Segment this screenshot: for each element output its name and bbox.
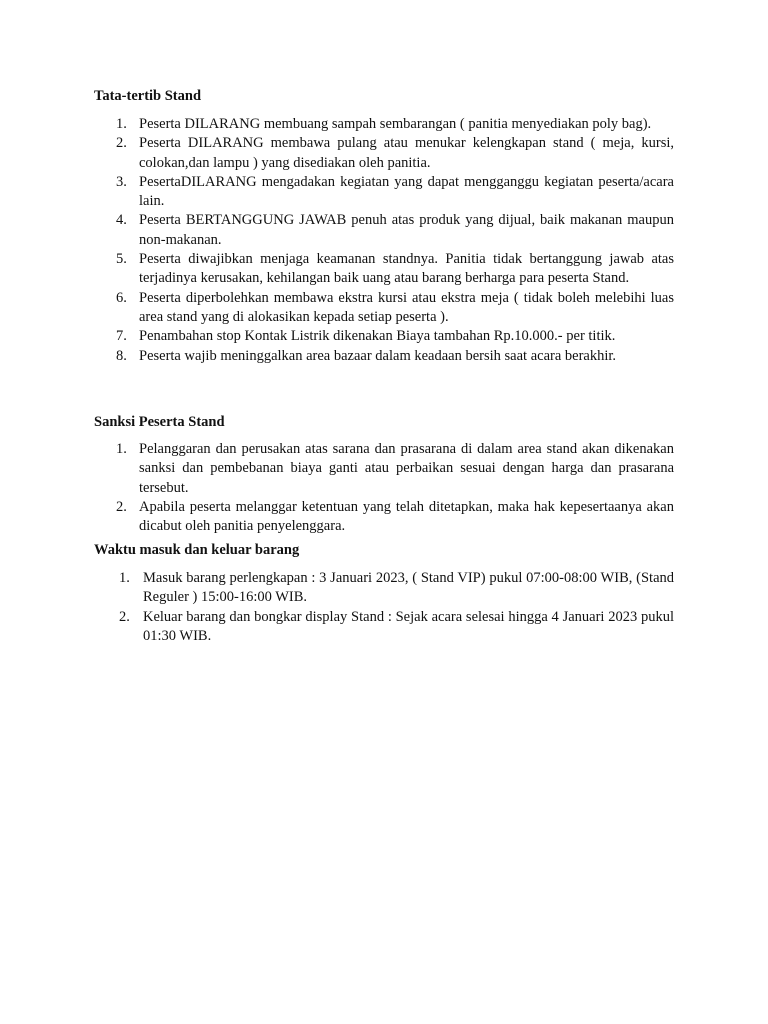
list-item: [94, 498, 674, 537]
list-item-text: Peserta wajib meninggalkan area bazaar dalam keadaan bersih saat acara berakhir.: [139, 347, 617, 364]
list-number: 8.: [116, 347, 127, 364]
list-number: 7.: [116, 328, 127, 345]
list-item-text: Peserta BERTANGGUNG JAWAB penuh atas produk yang dijual, baik makanan maupun non-makanan.: [139, 212, 674, 248]
list-item: [94, 211, 674, 250]
list-item: [94, 608, 674, 647]
list-item-text: Peserta DILARANG membuang sampah sembarangan ( panitia menyediakan poly bag).: [139, 116, 652, 132]
section-title-sanksi: Sanksi Peserta Stand: [94, 414, 225, 430]
section-title-tata-tertib: Tata-tertib Stand: [94, 88, 202, 104]
list-number: 2.: [119, 608, 130, 625]
list-item-text: Penambahan stop Kontak Listrik dikenakan Biaya tambahan Rp.10.000.- per titik.: [139, 328, 616, 345]
list-item: [94, 134, 674, 173]
list-item: [94, 347, 674, 366]
list-item: [94, 173, 674, 212]
section-title-waktu: Waktu masuk dan keluar barang: [94, 542, 300, 558]
list-number: 1.: [119, 570, 130, 586]
list-item-text: Keluar barang dan bongkar display Stand : Sejak acara selesai hingga 4 Januari 2023 pukul 01:30 WIB.: [143, 608, 674, 644]
schedule-list: [94, 569, 674, 646]
list-item-text: Peserta diperbolehkan membawa ekstra kursi atau ekstra meja ( tidak boleh melebihi luas area stand yang di alokasikan kepada setiap peserta ).: [139, 289, 674, 325]
list-item-text: Apabila peserta melanggar ketentuan yang telah ditetapkan, maka hak kepesertaanya akan dicabut oleh panitia penyelenggara.: [139, 498, 674, 535]
list-item-text: PesertaDILARANG mengadakan kegiatan yang dapat mengganggu kegiatan peserta/acara lain.: [139, 173, 674, 210]
list-number: 1.: [116, 441, 127, 457]
list-item-text: Peserta diwajibkan menjaga keamanan standnya. Panitia tidak bertanggung jawab atas terjadinya kerusakan, kehilangan baik uang atau barang berharga para peserta Stand.: [139, 251, 674, 287]
list-item: [94, 250, 674, 289]
list-number: 2.: [116, 135, 127, 152]
list-item: [94, 327, 674, 346]
list-item-text: Peserta DILARANG membawa pulang atau menukar kelengkapan stand ( meja, kursi, colokan,dan lampu ) yang disediakan oleh panitia.: [139, 135, 674, 171]
list-number: 4.: [116, 212, 127, 229]
list-number: 3.: [116, 173, 127, 190]
sanctions-list: [94, 440, 674, 536]
list-item-text: Masuk barang perlengkapan : 3 Januari 2023, ( Stand VIP) pukul 07:00-08:00 WIB, (Stand Reguler ) 15:00-16:00 WIB.: [143, 570, 674, 606]
rules-list: [94, 115, 674, 366]
list-number: 5.: [116, 251, 127, 268]
list-item: [94, 115, 674, 134]
list-number: 1.: [116, 116, 127, 132]
list-number: 2.: [116, 498, 127, 515]
list-item: [94, 569, 674, 608]
list-item: [94, 440, 674, 498]
list-item-text: Pelanggaran dan perusakan atas sarana dan prasarana di dalam area stand akan dikenakan sanksi dan pembebanan biaya ganti atau perbaikan sesuai dengan harga dan prasarana tersebut.: [139, 441, 674, 496]
list-number: 6.: [116, 289, 127, 306]
list-item: [94, 289, 674, 328]
